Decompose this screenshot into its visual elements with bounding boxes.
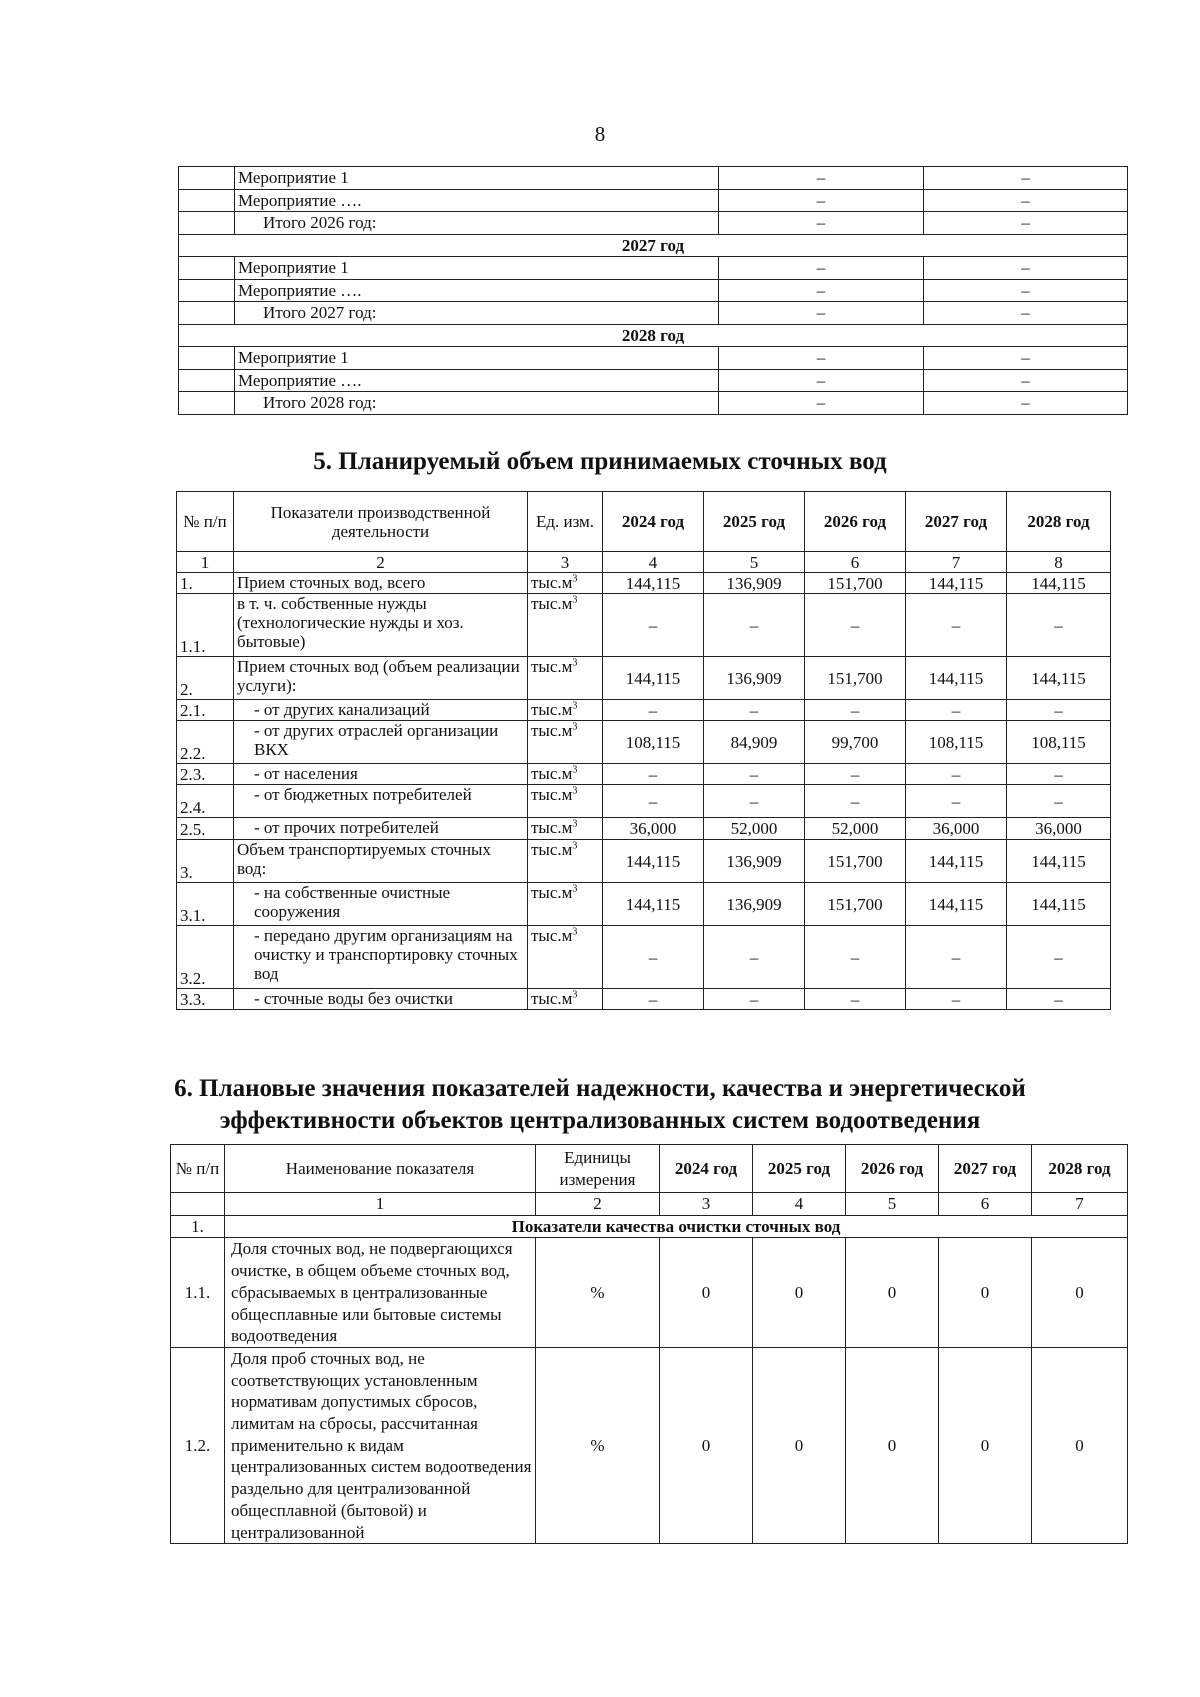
header-unit: Ед. изм. bbox=[528, 492, 603, 552]
row-number: 1.2. bbox=[171, 1347, 225, 1543]
value-cell: 0 bbox=[660, 1238, 753, 1348]
indicator-name: - от прочих потребителей bbox=[234, 818, 528, 840]
table-row bbox=[179, 189, 1128, 212]
unit-superscript: 3 bbox=[572, 573, 578, 585]
row-number bbox=[179, 167, 235, 190]
table-row bbox=[177, 785, 1111, 818]
unit-text: тыс.м bbox=[531, 883, 573, 902]
event-name: Мероприятие …. bbox=[235, 369, 719, 392]
column-index: 1 bbox=[225, 1193, 536, 1216]
total-label: Итого 2028 год: bbox=[235, 392, 719, 415]
indicator-name: Прием сточных вод, всего bbox=[234, 573, 528, 594]
value-cell: – bbox=[704, 989, 805, 1010]
column-index: 7 bbox=[1032, 1193, 1128, 1216]
row-number bbox=[179, 189, 235, 212]
value-cell: 84,909 bbox=[704, 721, 805, 764]
table-row bbox=[177, 840, 1111, 883]
value-cell: – bbox=[719, 189, 924, 212]
group-number: 1. bbox=[171, 1215, 225, 1238]
row-number bbox=[179, 347, 235, 370]
value-cell: – bbox=[805, 594, 906, 657]
value-cell: 52,000 bbox=[805, 818, 906, 840]
value-cell: – bbox=[719, 279, 924, 302]
unit-superscript: 3 bbox=[572, 785, 578, 797]
year-row-label: 2028 год bbox=[179, 324, 1128, 347]
value-cell: – bbox=[1007, 700, 1111, 721]
value-cell: – bbox=[924, 347, 1128, 370]
value-cell: 0 bbox=[1032, 1347, 1128, 1543]
value-cell: – bbox=[603, 989, 704, 1010]
unit-text: тыс.м bbox=[531, 989, 573, 1008]
header-year: 2027 год bbox=[939, 1145, 1032, 1193]
table-row bbox=[177, 764, 1111, 785]
table-row bbox=[177, 573, 1111, 594]
value-cell: – bbox=[805, 700, 906, 721]
value-cell: – bbox=[906, 785, 1007, 818]
table-row bbox=[179, 257, 1128, 280]
value-cell: – bbox=[719, 212, 924, 235]
value-cell: 151,700 bbox=[805, 657, 906, 700]
indicator-name: - от других канализаций bbox=[234, 700, 528, 721]
event-name: Мероприятие 1 bbox=[235, 257, 719, 280]
header-name: Показатели производственной деятельности bbox=[234, 492, 528, 552]
row-number bbox=[179, 302, 235, 325]
row-number: 1.1. bbox=[177, 594, 234, 657]
value-cell: – bbox=[1007, 785, 1111, 818]
row-number: 2.4. bbox=[177, 785, 234, 818]
value-cell: – bbox=[924, 189, 1128, 212]
value-cell: 0 bbox=[939, 1238, 1032, 1348]
value-cell: – bbox=[924, 279, 1128, 302]
section6-title: 6. Плановые значения показателей надежности, качества и энергетической эффективности объектов централизованных систем водоотведения bbox=[174, 1075, 1026, 1134]
row-number: 1.1. bbox=[171, 1238, 225, 1348]
value-cell: – bbox=[924, 392, 1128, 415]
row-number bbox=[179, 212, 235, 235]
value-cell: – bbox=[603, 785, 704, 818]
unit-text: тыс.м bbox=[531, 700, 573, 719]
unit-text: тыс.м bbox=[531, 721, 573, 740]
unit-superscript: 3 bbox=[572, 989, 578, 1001]
column-index-row bbox=[171, 1193, 1128, 1216]
unit-cell bbox=[528, 700, 603, 721]
section5-title: 5. Планируемый объем принимаемых сточных вод bbox=[313, 448, 887, 475]
table-row bbox=[179, 234, 1128, 257]
table-row bbox=[179, 324, 1128, 347]
column-index: 5 bbox=[846, 1193, 939, 1216]
value-cell: 144,115 bbox=[1007, 840, 1111, 883]
unit-cell bbox=[528, 926, 603, 989]
column-index: 3 bbox=[660, 1193, 753, 1216]
value-cell: 36,000 bbox=[906, 818, 1007, 840]
value-cell: 0 bbox=[753, 1238, 846, 1348]
value-cell: 151,700 bbox=[805, 573, 906, 594]
value-cell: 144,115 bbox=[603, 883, 704, 926]
unit-superscript: 3 bbox=[572, 926, 578, 938]
row-number: 3. bbox=[177, 840, 234, 883]
group-row bbox=[171, 1215, 1128, 1238]
unit-cell bbox=[528, 883, 603, 926]
value-cell: – bbox=[924, 167, 1128, 190]
value-cell: 0 bbox=[753, 1347, 846, 1543]
value-cell: – bbox=[906, 700, 1007, 721]
value-cell: – bbox=[704, 700, 805, 721]
indicator-name: - передано другим организациям на очистку и транспортировку сточных вод bbox=[234, 926, 528, 989]
row-number: 2.2. bbox=[177, 721, 234, 764]
value-cell: 144,115 bbox=[603, 840, 704, 883]
header-name: Наименование показателя bbox=[225, 1145, 536, 1193]
header-year: 2027 год bbox=[906, 492, 1007, 552]
row-number: 3.2. bbox=[177, 926, 234, 989]
unit-cell bbox=[528, 594, 603, 657]
table-row bbox=[179, 392, 1128, 415]
value-cell: – bbox=[805, 764, 906, 785]
indicator-name: - на собственные очистные сооружения bbox=[234, 883, 528, 926]
value-cell: – bbox=[924, 257, 1128, 280]
table-row bbox=[177, 883, 1111, 926]
indicator-name: Объем транспортируемых сточных вод: bbox=[234, 840, 528, 883]
unit-text: тыс.м bbox=[531, 840, 573, 859]
group-label: Показатели качества очистки сточных вод bbox=[225, 1215, 1128, 1238]
value-cell: – bbox=[704, 594, 805, 657]
column-index: 3 bbox=[528, 552, 603, 573]
unit-text: тыс.м bbox=[531, 594, 573, 613]
table-row bbox=[179, 302, 1128, 325]
value-cell: 36,000 bbox=[1007, 818, 1111, 840]
value-cell: – bbox=[906, 926, 1007, 989]
table-row bbox=[177, 657, 1111, 700]
unit-cell: % bbox=[536, 1347, 660, 1543]
table-row bbox=[177, 926, 1111, 989]
value-cell: – bbox=[603, 764, 704, 785]
table-row bbox=[177, 989, 1111, 1010]
page-number: 8 bbox=[594, 122, 606, 146]
unit-cell bbox=[528, 989, 603, 1010]
row-number bbox=[179, 392, 235, 415]
row-number: 3.1. bbox=[177, 883, 234, 926]
unit-superscript: 3 bbox=[572, 721, 578, 733]
column-index: 6 bbox=[939, 1193, 1032, 1216]
unit-cell bbox=[528, 818, 603, 840]
unit-cell bbox=[528, 721, 603, 764]
column-index-row bbox=[177, 552, 1111, 573]
value-cell: – bbox=[603, 594, 704, 657]
column-index: 2 bbox=[536, 1193, 660, 1216]
header-year: 2024 год bbox=[660, 1145, 753, 1193]
value-cell: 144,115 bbox=[603, 573, 704, 594]
row-number: 3.3. bbox=[177, 989, 234, 1010]
value-cell: – bbox=[719, 302, 924, 325]
value-cell: – bbox=[704, 926, 805, 989]
value-cell: – bbox=[704, 785, 805, 818]
value-cell: – bbox=[719, 257, 924, 280]
value-cell: 52,000 bbox=[704, 818, 805, 840]
indicator-name: в т. ч. собственные нужды (технологические нужды и хоз. бытовые) bbox=[234, 594, 528, 657]
events-table bbox=[178, 166, 1128, 415]
value-cell: 144,115 bbox=[603, 657, 704, 700]
column-index: 4 bbox=[753, 1193, 846, 1216]
value-cell: 0 bbox=[939, 1347, 1032, 1543]
row-number: 2.5. bbox=[177, 818, 234, 840]
indicator-name: Прием сточных вод (объем реализации услуги): bbox=[234, 657, 528, 700]
value-cell: – bbox=[603, 926, 704, 989]
value-cell: 0 bbox=[846, 1238, 939, 1348]
value-cell: 144,115 bbox=[1007, 573, 1111, 594]
value-cell: – bbox=[719, 392, 924, 415]
value-cell: – bbox=[906, 594, 1007, 657]
unit-text: тыс.м bbox=[531, 926, 573, 945]
unit-cell bbox=[528, 657, 603, 700]
row-number: 1. bbox=[177, 573, 234, 594]
unit-text: тыс.м bbox=[531, 818, 573, 837]
value-cell: 108,115 bbox=[1007, 721, 1111, 764]
header-unit: Единицы измерения bbox=[536, 1145, 660, 1193]
table-row bbox=[177, 721, 1111, 764]
unit-superscript: 3 bbox=[572, 700, 578, 712]
unit-superscript: 3 bbox=[572, 840, 578, 852]
unit-text: тыс.м bbox=[531, 573, 573, 592]
value-cell: 151,700 bbox=[805, 883, 906, 926]
value-cell: – bbox=[719, 369, 924, 392]
total-label: Итого 2027 год: bbox=[235, 302, 719, 325]
table-row bbox=[171, 1238, 1128, 1348]
row-number bbox=[179, 369, 235, 392]
value-cell: – bbox=[719, 167, 924, 190]
value-cell: 136,909 bbox=[704, 573, 805, 594]
event-name: Мероприятие …. bbox=[235, 279, 719, 302]
unit-cell bbox=[528, 573, 603, 594]
value-cell: 136,909 bbox=[704, 657, 805, 700]
value-cell: 99,700 bbox=[805, 721, 906, 764]
row-number bbox=[179, 257, 235, 280]
row-number: 2.1. bbox=[177, 700, 234, 721]
value-cell: 0 bbox=[660, 1347, 753, 1543]
unit-superscript: 3 bbox=[572, 883, 578, 895]
indicator-name: Доля сточных вод, не подвергающихся очистке, в общем объеме сточных вод, сбрасываемых в централизованные общесплавные или бытовые системы водоотведения bbox=[225, 1238, 536, 1348]
header-year: 2025 год bbox=[753, 1145, 846, 1193]
value-cell: – bbox=[906, 989, 1007, 1010]
value-cell: – bbox=[704, 764, 805, 785]
wastewater-volume-table bbox=[176, 491, 1111, 1010]
value-cell: 108,115 bbox=[906, 721, 1007, 764]
header-year: 2028 год bbox=[1007, 492, 1111, 552]
unit-superscript: 3 bbox=[572, 818, 578, 830]
column-index: 1 bbox=[177, 552, 234, 573]
unit-superscript: 3 bbox=[572, 594, 578, 606]
value-cell: – bbox=[1007, 594, 1111, 657]
value-cell: – bbox=[719, 347, 924, 370]
value-cell: 151,700 bbox=[805, 840, 906, 883]
table-row bbox=[177, 818, 1111, 840]
indicator-name: - сточные воды без очистки bbox=[234, 989, 528, 1010]
value-cell: 136,909 bbox=[704, 883, 805, 926]
value-cell: 144,115 bbox=[1007, 883, 1111, 926]
header-year: 2026 год bbox=[846, 1145, 939, 1193]
unit-cell bbox=[528, 785, 603, 818]
total-label: Итого 2026 год: bbox=[235, 212, 719, 235]
value-cell: – bbox=[1007, 926, 1111, 989]
unit-cell bbox=[528, 840, 603, 883]
column-index: 2 bbox=[234, 552, 528, 573]
column-index bbox=[171, 1193, 225, 1216]
column-index: 6 bbox=[805, 552, 906, 573]
value-cell: – bbox=[805, 926, 906, 989]
value-cell: – bbox=[805, 785, 906, 818]
table-row bbox=[171, 1347, 1128, 1543]
unit-superscript: 3 bbox=[572, 657, 578, 669]
value-cell: – bbox=[805, 989, 906, 1010]
row-number: 2. bbox=[177, 657, 234, 700]
value-cell: 144,115 bbox=[906, 573, 1007, 594]
value-cell: – bbox=[924, 212, 1128, 235]
header-year: 2026 год bbox=[805, 492, 906, 552]
column-index: 8 bbox=[1007, 552, 1111, 573]
unit-cell: % bbox=[536, 1238, 660, 1348]
header-year: 2028 год bbox=[1032, 1145, 1128, 1193]
value-cell: 144,115 bbox=[906, 657, 1007, 700]
table-row bbox=[179, 369, 1128, 392]
row-number bbox=[179, 279, 235, 302]
event-name: Мероприятие 1 bbox=[235, 347, 719, 370]
indicator-name: - от других отраслей организации ВКХ bbox=[234, 721, 528, 764]
indicator-name: - от населения bbox=[234, 764, 528, 785]
value-cell: – bbox=[906, 764, 1007, 785]
column-index: 7 bbox=[906, 552, 1007, 573]
value-cell: – bbox=[1007, 989, 1111, 1010]
event-name: Мероприятие …. bbox=[235, 189, 719, 212]
table-row bbox=[179, 347, 1128, 370]
header-num: № п/п bbox=[177, 492, 234, 552]
value-cell: – bbox=[924, 369, 1128, 392]
indicators-table bbox=[170, 1144, 1128, 1544]
value-cell: 144,115 bbox=[906, 840, 1007, 883]
value-cell: 0 bbox=[846, 1347, 939, 1543]
table-row bbox=[179, 167, 1128, 190]
header-num: № п/п bbox=[171, 1145, 225, 1193]
value-cell: 144,115 bbox=[906, 883, 1007, 926]
indicator-name: - от бюджетных потребителей bbox=[234, 785, 528, 818]
header-year: 2025 год bbox=[704, 492, 805, 552]
value-cell: – bbox=[603, 700, 704, 721]
indicator-name: Доля проб сточных вод, не соответствующих установленным нормативам допустимых сбросов, лимитам на сбросы, рассчитанная применительно к видам централизованных систем водоотведения раздельно для централизованной общесплавной (бытовой) и централизованной bbox=[225, 1347, 536, 1543]
value-cell: 36,000 bbox=[603, 818, 704, 840]
unit-text: тыс.м bbox=[531, 764, 573, 783]
table-row bbox=[179, 212, 1128, 235]
value-cell: 0 bbox=[1032, 1238, 1128, 1348]
value-cell: 144,115 bbox=[1007, 657, 1111, 700]
table-row bbox=[179, 279, 1128, 302]
header-year: 2024 год bbox=[603, 492, 704, 552]
value-cell: 108,115 bbox=[603, 721, 704, 764]
value-cell: 136,909 bbox=[704, 840, 805, 883]
unit-text: тыс.м bbox=[531, 657, 573, 676]
row-number: 2.3. bbox=[177, 764, 234, 785]
column-index: 4 bbox=[603, 552, 704, 573]
unit-superscript: 3 bbox=[572, 764, 578, 776]
event-name: Мероприятие 1 bbox=[235, 167, 719, 190]
unit-cell bbox=[528, 764, 603, 785]
table-row bbox=[177, 700, 1111, 721]
unit-text: тыс.м bbox=[531, 785, 573, 804]
value-cell: – bbox=[1007, 764, 1111, 785]
column-index: 5 bbox=[704, 552, 805, 573]
year-row-label: 2027 год bbox=[179, 234, 1128, 257]
table-row bbox=[177, 594, 1111, 657]
value-cell: – bbox=[924, 302, 1128, 325]
